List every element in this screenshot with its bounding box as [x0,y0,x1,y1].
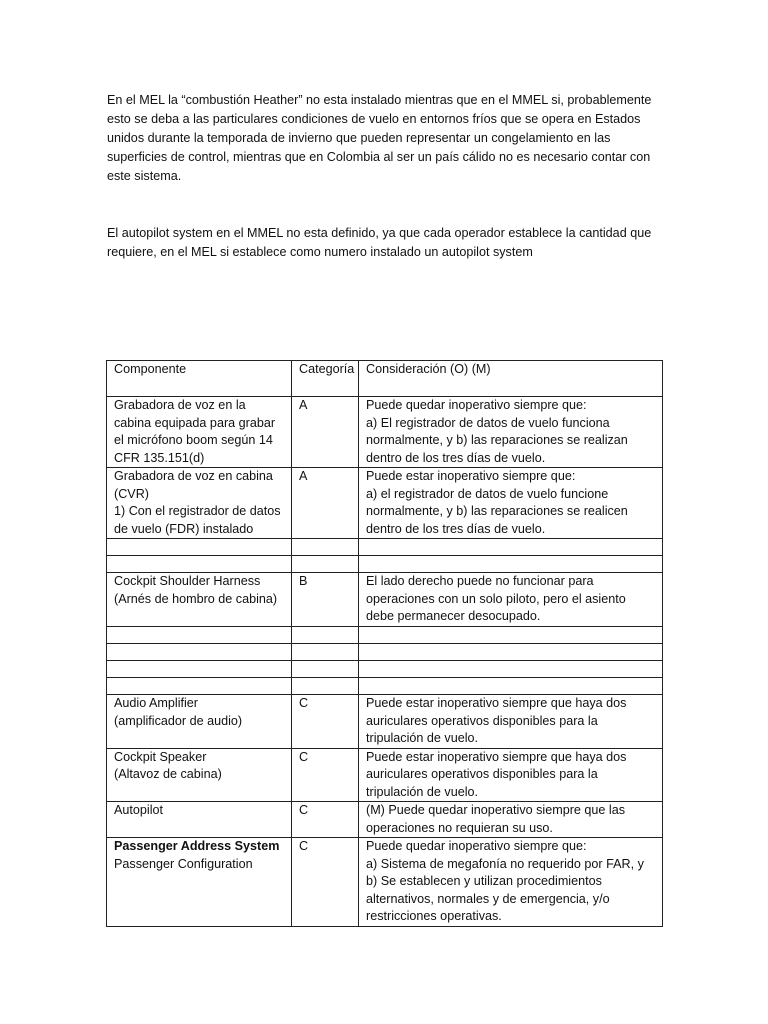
mel-comparison-table [106,360,663,927]
empty-cell [107,644,292,661]
cell-categoria: B [292,573,359,627]
cell-categoria: C [292,695,359,749]
cell-text-line: Passenger Configuration [114,856,253,871]
cell-text-line: Grabadora de voz en cabina (CVR) [114,469,273,501]
cell-text-line: (Arnés de hombro de cabina) [114,591,278,606]
table-row [107,695,663,749]
table-row-empty [107,678,663,695]
cell-consideracion: Puede estar inoperativo siempre que haya dos auriculares operativos disponibles para la tripulación de vuelo. [359,695,663,749]
empty-cell [107,539,292,556]
cell-consideracion [359,838,663,927]
cell-componente [107,838,292,927]
cell-text-line: Puede quedar inoperativo siempre que: [366,839,587,853]
table-header-row [107,361,663,397]
cell-componente: Autopilot [107,802,292,838]
empty-cell [359,678,663,695]
table-row [107,802,663,838]
cell-text-line: Cockpit Speaker [114,749,207,764]
table-row [107,838,663,927]
empty-cell [359,556,663,573]
cell-consideracion [359,397,663,468]
cell-categoria: C [292,748,359,802]
paragraph-combustion-heater: En el MEL la “combustión Heather” no esta instalado mientras que en el MMEL si, probablemente esto se deba a las particulares condiciones de vuelo en entornos fríos que se opera en Estados unidos durante la temporada de invierno que pueden representar un congelamiento en las superficies de control, mientras que en Colombia al ser un país cálido no es necesario contar con este sistema. [107,93,652,183]
cell-consideracion: (M) Puede quedar inoperativo siempre que las operaciones no requieran su uso. [359,802,663,838]
table-row-empty [107,661,663,678]
empty-cell [292,539,359,556]
cell-text-line: a) Sistema de megafonía no requerido por FAR, y b) Se establecen y utilizan procedimientos alternativos, normales y de emergencia, y/o restricciones operativas. [366,856,644,923]
empty-cell [107,556,292,573]
cell-componente [107,748,292,802]
empty-cell [292,661,359,678]
cell-consideracion: Puede estar inoperativo siempre que haya dos auriculares operativos disponibles para la tripulación de vuelo. [359,748,663,802]
header-categoria: Categoría [292,361,359,397]
cell-text-line-bold: Passenger Address System [114,839,280,853]
cell-text-line: Cockpit Shoulder Harness [114,574,261,588]
cell-text-line: Puede estar inoperativo siempre que: [366,469,576,483]
cell-text-line: a) El registrador de datos de vuelo funciona normalmente, y b) las reparaciones se realizan dentro de los tres días de vuelo. [366,415,628,465]
cell-text-line: (amplificador de audio) [114,713,243,728]
table-row-empty [107,644,663,661]
empty-cell [292,627,359,644]
cell-componente [107,573,292,627]
cell-categoria: C [292,802,359,838]
cell-consideracion [359,468,663,539]
empty-cell [359,661,663,678]
empty-cell [359,539,663,556]
table-row [107,468,663,539]
cell-text-line: a) el registrador de datos de vuelo funcione normalmente, y b) las reparaciones se realicen dentro de los tres días de vuelo. [366,486,628,536]
table-row [107,573,663,627]
cell-text-line: Audio Amplifier [114,696,198,710]
empty-cell [292,678,359,695]
paragraph-autopilot: El autopilot system en el MMEL no esta definido, ya que cada operador establece la cantidad que requiere, en el MEL si establece como numero instalado un autopilot system [107,226,652,259]
cell-categoria: A [292,468,359,539]
table-row-empty [107,627,663,644]
cell-categoria: C [292,838,359,927]
table-row-empty [107,539,663,556]
header-consideracion: Consideración (O) (M) [359,361,663,397]
header-componente: Componente [107,361,292,397]
cell-categoria: A [292,397,359,468]
empty-cell [359,644,663,661]
empty-cell [107,678,292,695]
cell-componente [107,468,292,539]
empty-cell [107,661,292,678]
cell-text-line: Puede quedar inoperativo siempre que: [366,398,587,412]
cell-consideracion: El lado derecho puede no funcionar para operaciones con un solo piloto, pero el asiento debe permanecer desocupado. [359,573,663,627]
empty-cell [107,627,292,644]
cell-text-line: 1) Con el registrador de datos de vuelo (FDR) instalado [114,504,281,536]
empty-cell [292,644,359,661]
cell-componente [107,695,292,749]
cell-text-line: (Altavoz de cabina) [114,767,222,781]
table-row [107,397,663,468]
cell-componente: Grabadora de voz en la cabina equipada para grabar el micrófono boom según 14 CFR 135.151(d) [107,397,292,468]
table-row-empty [107,556,663,573]
empty-cell [292,556,359,573]
table-row [107,748,663,802]
empty-cell [359,627,663,644]
